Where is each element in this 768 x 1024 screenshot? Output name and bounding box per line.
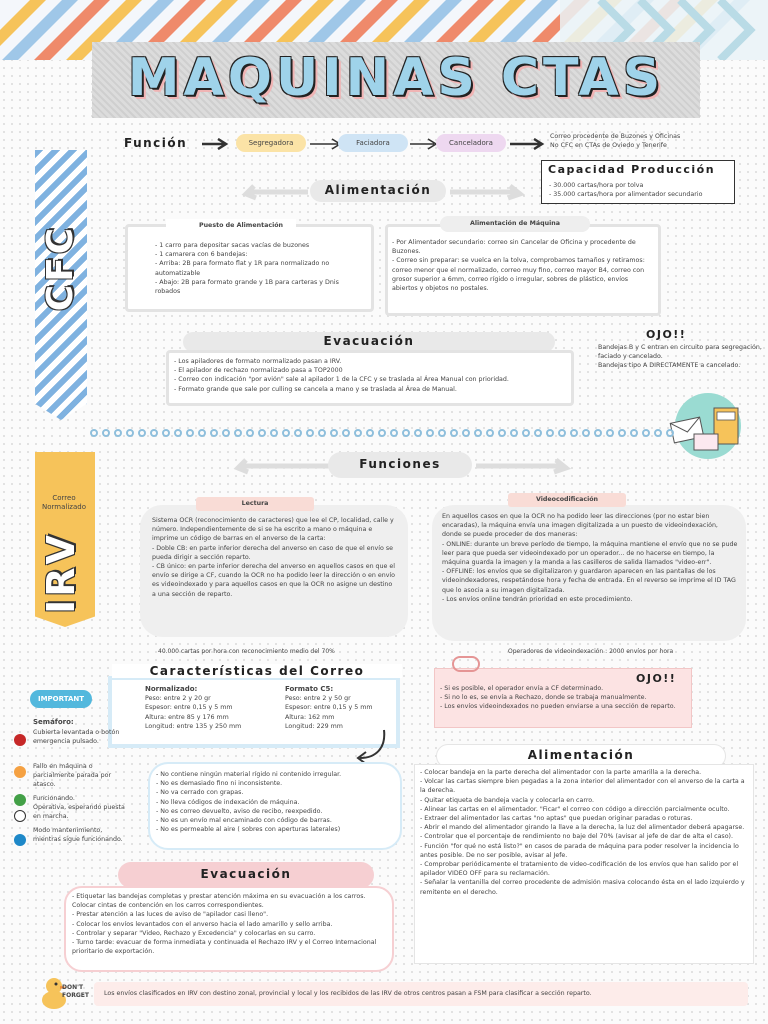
dont-forget-badge: DON'T FORGET [62, 984, 89, 999]
ojo-cfc-title: OJO!! [646, 328, 687, 341]
maquina-lines: - Por Alimentador secundario: correo sin Cancelar de Oficina y procedente de Buzones. - Correo sin preparar: se vuelca en la tolva, comprobamos tamaños y retiramos: correo menor que el normalizado, correo muy fino, correo mayor B4, correo con grosor superior a 6mm, correo rígido o irregular, sobres de plástico, envíos abiertos y objetos no postales. [392, 239, 645, 293]
videocod-stat: Operadores de videoindexación : 2000 envíos por hora [508, 648, 674, 655]
evacuacion-cfc-title: Evacuación [323, 334, 415, 348]
status-dot-white [14, 810, 26, 822]
maquina-title: Alimentación de Máquina [469, 220, 561, 227]
puesto-lines: - 1 carro para depositar sacas vacías de buzones - 1 camarera con 6 bandejas: - Arriba: 2B para formato flat y 1R para normalizado no automatizable - Abajo: 2B para formato grande y 1B para carteras y Dnis robados [155, 242, 339, 296]
lectura-title: Lectura [241, 500, 269, 507]
irv-side-label: IRV [39, 532, 83, 614]
formato-c5-block: Formato C5: Peso: entre 2 y 50 gr Espesor: entre 0,15 y 5 mm Altura: 162 mm Longitud: 229 mm [285, 685, 373, 730]
clip-icon [452, 656, 480, 672]
ojo-irv-lines: - Si es posible, el operador envía a CF determinado. - Si no lo es, se envía a Rechazo, donde se trabaja manualmente. - Los envíos videoindexados no pueden enviarse a una sección de reparto. [440, 685, 676, 711]
alimentacion-cfc-title: Alimentación [324, 183, 432, 197]
semaforo-title: Semáforo: [33, 718, 74, 726]
irv-side-caption: Correo Normalizado [42, 494, 86, 512]
important-badge [30, 690, 92, 708]
step-canceladora [436, 134, 506, 152]
videocod-title: Videocodificación [535, 496, 599, 503]
arrow-icon [448, 184, 528, 214]
step-faciadora [338, 134, 408, 152]
requisitos-lines: - No contiene ningún material rígido ni contenido irregular. - No es demasiado fino ni inconsistente. - No va cerrado con grapas. - No lleva códigos de indexación de máquina. - No es correo devuelto, aviso de recibo, reexpedido. - No es un envío mal encaminado con código de barras. - No es permeable al aire ( sobres con aperturas laterales) [156, 771, 342, 834]
funciones-title: Funciones [359, 457, 441, 471]
capacidad-title: Capacidad Producción [548, 163, 716, 176]
evacuacion-irv-title: Evacuación [200, 867, 292, 881]
step-canceladora-label: Canceladora [449, 139, 493, 147]
step-segregadora-label: Segregadora [248, 139, 294, 147]
step-faciadora-label: Faciadora [356, 139, 390, 147]
caracteristicas-title: Características del Correo [112, 664, 402, 678]
step-segregadora [236, 134, 306, 152]
lectura-stat: 40.000 cartas por hora con reconocimiento medio del 70% [158, 648, 335, 655]
puesto-title: Puesto de Alimentación [198, 222, 284, 229]
semaforo-item-blue: Modo mantenimiento, mientras sigue funcionando. [33, 827, 123, 844]
footer-note: Los envíos clasificados en IRV con destino zonal, provincial y local y los recibidos de las IRV de otros centros pasan a FSM para clasificar a sección reparto. [104, 990, 592, 997]
semaforo-item-green: Funcionando. [33, 795, 75, 802]
curved-arrow-icon [350, 726, 390, 766]
funcion-label: Función [124, 136, 188, 150]
status-dot-orange [14, 766, 26, 778]
page-title: MAQUINAS CTAS [127, 48, 665, 108]
funcion-note: Correo procedente de Buzones y Oficinas No CFC en CTAs de Oviedo y Tenerife [550, 133, 681, 150]
videocod-lines: En aquellos casos en que la OCR no ha podido leer las direcciones (por no estar bien encaradas), la máquina envía una imagen digitalizada a un puesto de videoindexación, donde se puede proceder de dos maneras: - ONLINE: durante un breve período de tiempo, la máquina mantiene el envío que no se pude leer para que pueda ser videoindexado por un operador... de no hacerse en tiempo, la máquina guarda la imagen y la manda a las casilleros de salida llamados "video-err". - OFFLINE: los envíos que se digitalizaron y guardaron aparecen en las pantallas de los videoindexadores, respetándose hora y fecha de entrada. En el reverso se imprime el ID TAG que lo asocia a su imagen digitalizada. - Los envíos online tendrán prioridad en este procedimiento. [442, 513, 738, 603]
semaforo-item-orange: Fallo en máquina o parcialmente parada por atasco. [33, 763, 112, 789]
arrow-icon [240, 184, 310, 214]
semaforo-item-red: Cubierta levantada o botón emergencia pulsado. [33, 729, 120, 746]
important-label: IMPORTANT [37, 695, 84, 703]
capacidad-lines: - 30.000 cartas/hora por tolva - 35.000 cartas/hora por alimentador secundario [549, 182, 703, 199]
mailbox-illustration [664, 390, 752, 460]
evacuacion-cfc-lines: - Los apiladores de formato normalizado pasan a IRV. - El apilador de rechazo normalizado pasa a TOP2000 - Correo con indicación "por avión" sale al apilador 1 de la CFC y se traslada al Área Manual con prioridad. - Formato grande que sale por culling se cancela a mano y se traslada al Área de Manual. [174, 358, 509, 393]
arrow-icon [508, 138, 548, 150]
normalizado-block: Normalizado: Peso: entre 2 y 20 gr Espesor: entre 0,15 y 5 mm Altura: entre 85 y 176 mm Longitud: entre 135 y 250 mm [145, 685, 242, 730]
status-dot-blue [14, 834, 26, 846]
semaforo-item-white: Operativa, esperando puesta en marcha. [33, 804, 125, 821]
alimentacion-irv-title: Alimentación [527, 748, 635, 762]
arrow-icon [474, 458, 574, 488]
ojo-cfc-lines: Bandejas B y C entran en circuito para segregación, faciado y cancelado. Bandejas tipo A DIRECTAMENTE a cancelado. [598, 344, 762, 370]
status-dot-red [14, 734, 26, 746]
cfc-side-label: CFC [40, 224, 81, 312]
arrow-icon [200, 138, 230, 150]
section-divider [88, 427, 678, 439]
alimentacion-irv-lines: - Colocar bandeja en la parte derecha del alimentador con la parte amarilla a la derecha. - Volcar las cartas siempre bien pegadas a la zona interior del alimentador con el anverso de la carta a la derecha. - Quitar etiqueta de bandeja vacía y colocarla en carro. - Alinear las cartas en el alimentador. "Ficar" el correo con código a dirección parcialmente oculto. - Extraer del alimentador las cartas "no aptas" que puedan originar paradas o roturas. - Abrir el mando del alimentador girando la llave a la derecha, la luz del alimentador deberá apagarse. - Controlar que el porcentaje de rendimiento no baje del 70% (avisar al jefe de dar de alta el caso). - Función "for qué no está listo?" en casos de parada de máquina para poder resolver la incidencia lo antes posible. De no ser posible, avisar al Jefe. - Comprobar periódicamente el tratamiento de video-codificación de los envíos que han salido por el apilador VIDEO OFF para su reclamación. - Señalar la ventanilla del correo procedente de admisión masiva colocando ésta en el lado izquierdo y remitente en el derecho. [420, 769, 745, 896]
status-dot-green [14, 794, 26, 806]
evacuacion-irv-lines: - Etiquetar las bandejas completas y prestar atención máxima en su evacuación a los carros. Colocar cintas de contención en los carros correspondientes. - Prestar atención a las luces de aviso de "apilador casi lleno". - Colocar los envíos levantados con el anverso hacia el lado amarillo y sello arriba. - Controlar y separar "Video, Rechazo y Excedencia" y colocarlas en su carro. - Turno tarde: evacuar de forma inmediata y continuada el Rechazo IRV y el Correo Internacional prioritario de exportación. [72, 893, 377, 956]
ojo-irv-title: OJO!! [636, 672, 677, 685]
arrow-icon [232, 458, 332, 488]
lectura-lines: Sistema OCR (reconocimiento de caracteres) que lee el CP, localidad, calle y número. Independientemente de si se ha escrito a mano o máquina e imprime un código de barras en el anverso de la carta: - Doble CB: en parte inferior derecha del anverso en caso de que el envío se pueda dirigir a sección reparto. - CB único: en parte inferior derecha del anverso en aquellos casos en que el envío se dirige a CF, cuando la OCR no ha podido leer la dirección o en envío es videoindexado y para aquellos casos en que la OCR no asigne un destino a una sección de reparto. [152, 517, 396, 598]
